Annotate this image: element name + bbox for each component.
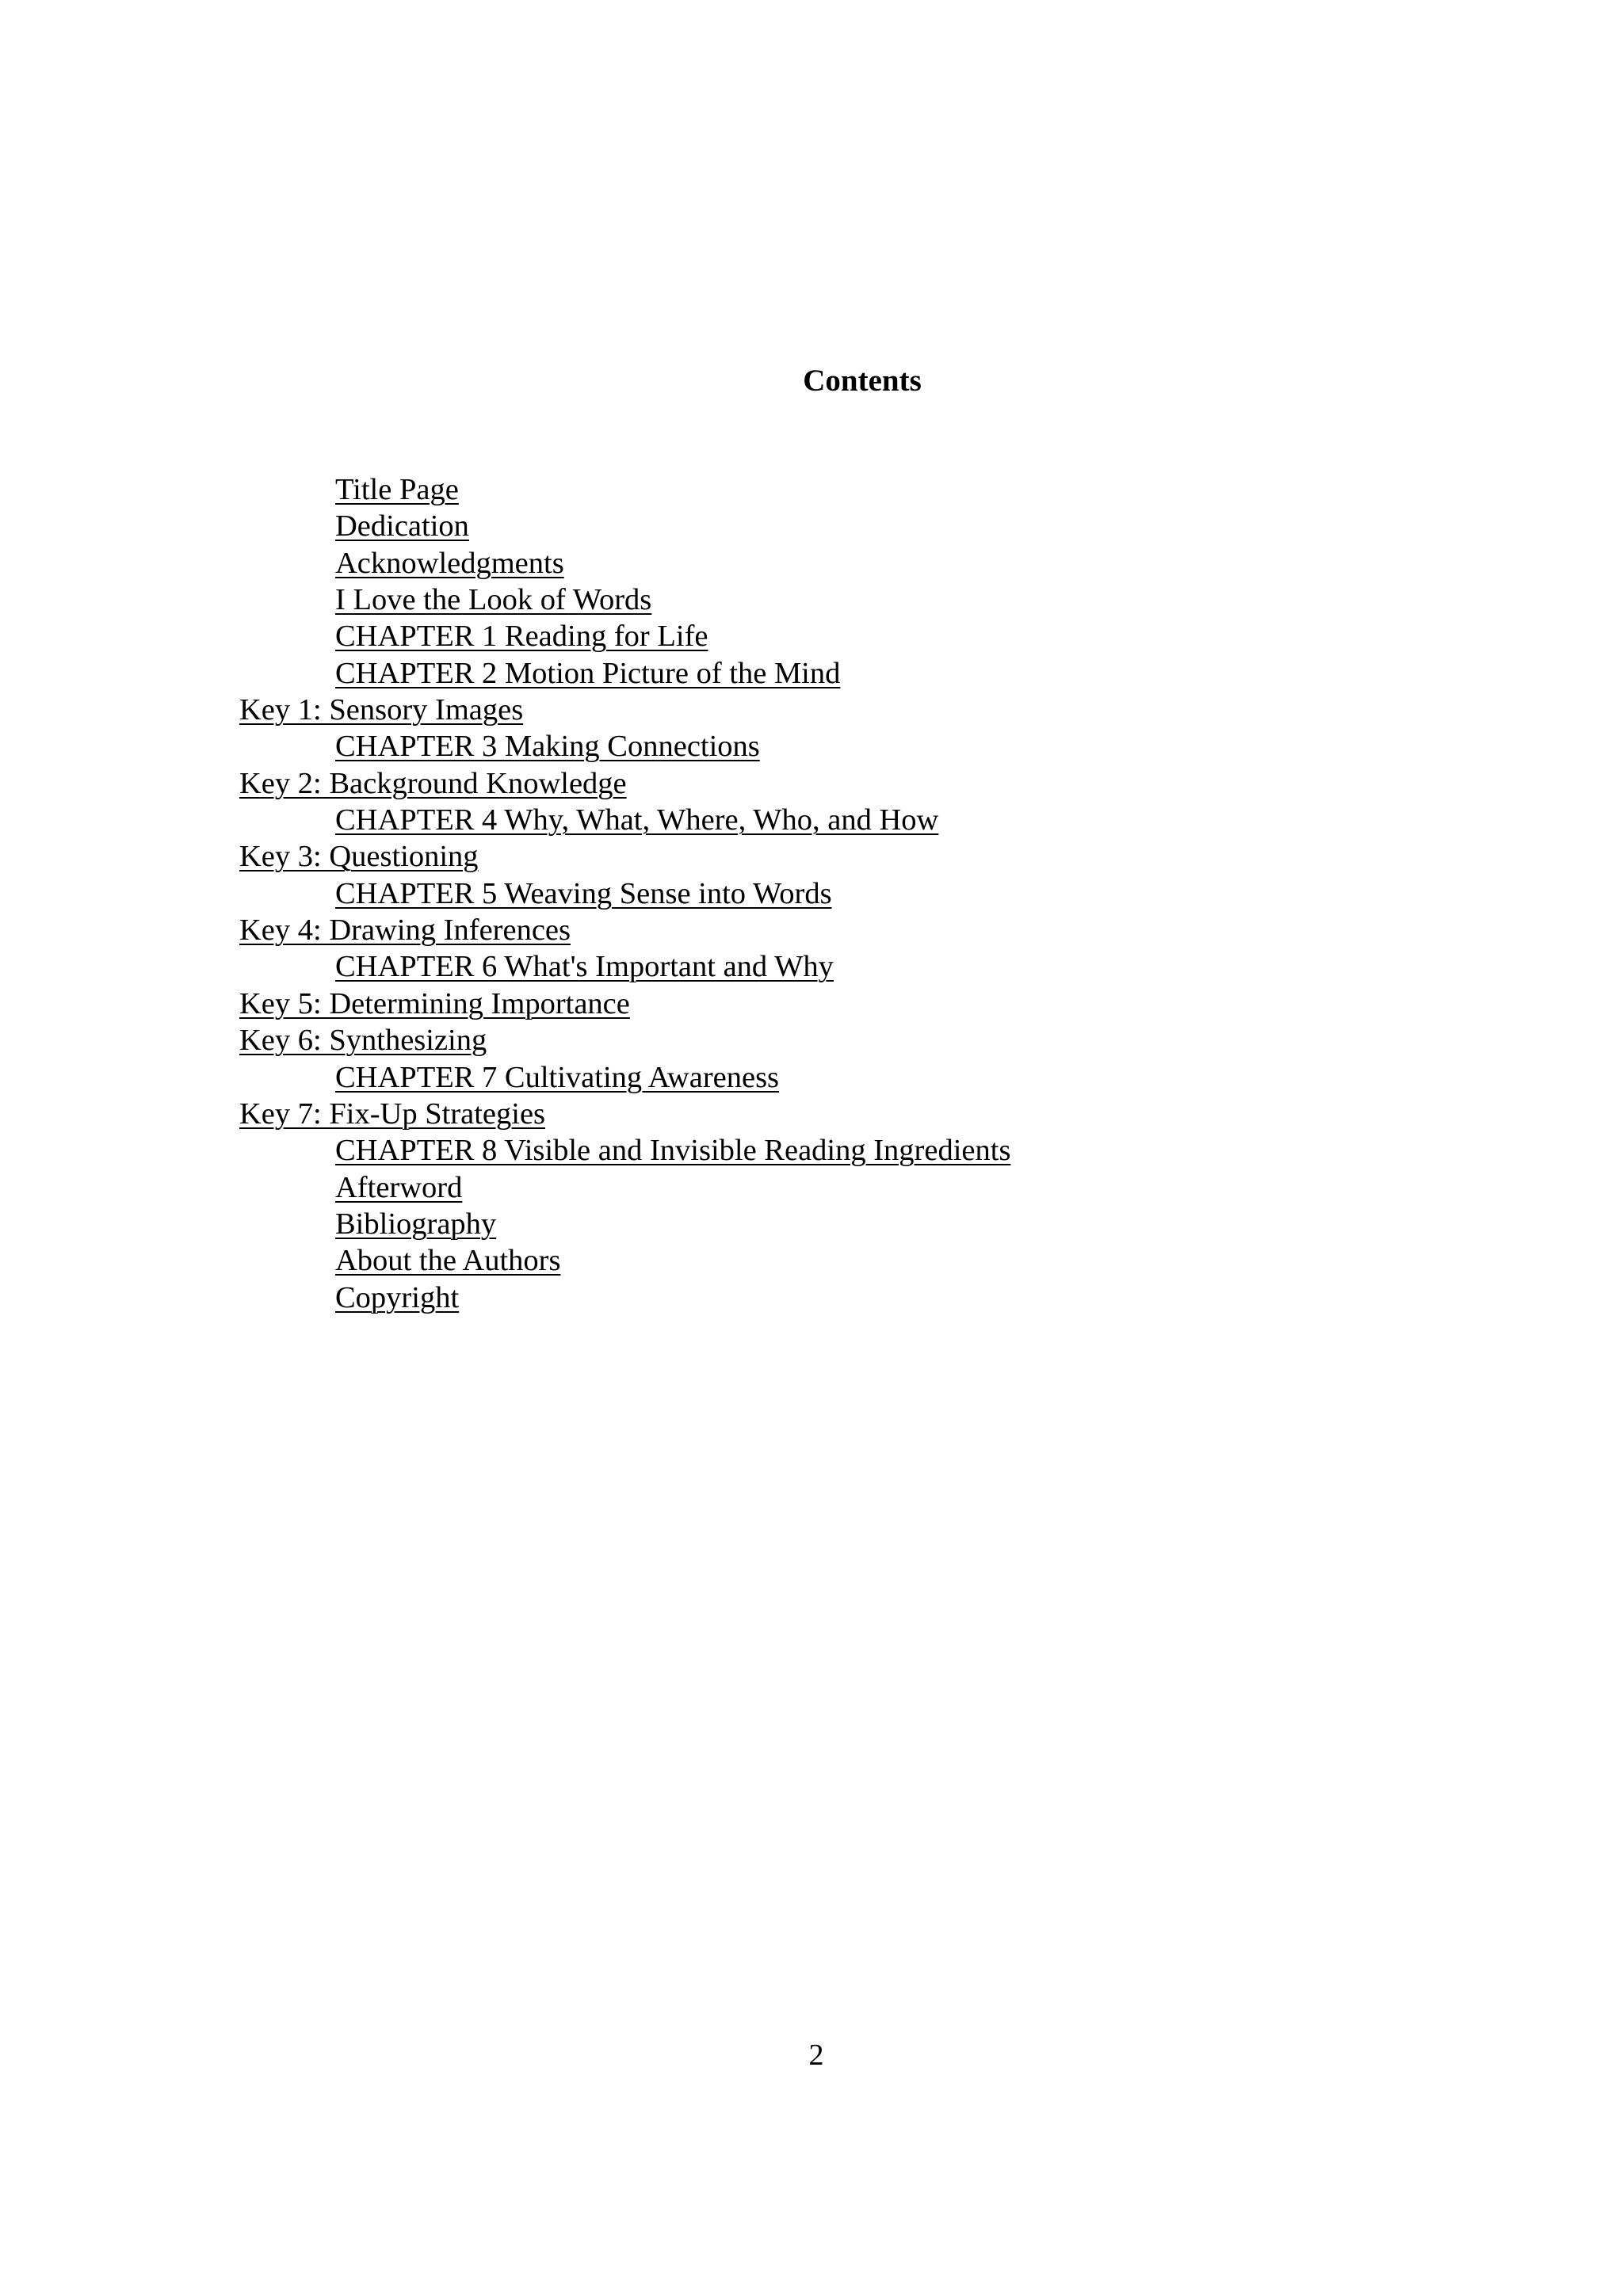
toc-entry (239, 655, 1587, 692)
toc-entry (239, 692, 1587, 728)
toc-link[interactable]: CHAPTER 2 Motion Picture of the Mind (335, 656, 841, 690)
toc-link[interactable]: CHAPTER 7 Cultivating Awareness (335, 1060, 780, 1094)
toc-entry (239, 728, 1587, 765)
toc-entry (239, 1280, 1587, 1316)
toc-link[interactable]: Dedication (335, 509, 469, 543)
toc-link[interactable]: About the Authors (335, 1244, 561, 1278)
toc-entry (239, 508, 1587, 544)
toc-entry (239, 1242, 1587, 1279)
toc-link[interactable]: CHAPTER 5 Weaving Sense into Words (335, 876, 832, 910)
page-number: 2 (808, 2039, 824, 2072)
toc-link[interactable]: Acknowledgments (335, 546, 564, 580)
toc-entry (239, 986, 1587, 1022)
toc-link[interactable]: Key 5: Determining Importance (239, 986, 630, 1020)
toc-entry (239, 1132, 1587, 1169)
page-title: Contents (803, 364, 922, 398)
toc-entry (239, 582, 1587, 618)
toc-link[interactable]: CHAPTER 8 Visible and Invisible Reading Ingredients (335, 1134, 1011, 1168)
toc-link[interactable]: Bibliography (335, 1207, 497, 1241)
toc-entry (239, 1206, 1587, 1242)
toc-link[interactable]: CHAPTER 6 What's Important and Why (335, 950, 834, 984)
toc-link[interactable]: Key 3: Questioning (239, 840, 479, 874)
toc-entry (239, 838, 1587, 875)
toc-link[interactable]: Key 6: Synthesizing (239, 1024, 487, 1058)
toc-entry (239, 1059, 1587, 1096)
toc-entry (239, 1022, 1587, 1058)
toc-entry (239, 471, 1587, 508)
toc-entry (239, 618, 1587, 654)
toc-entry (239, 802, 1587, 838)
toc-link[interactable]: Key 4: Drawing Inferences (239, 913, 571, 948)
toc-link[interactable]: CHAPTER 4 Why, What, Where, Who, and How (335, 803, 939, 837)
toc-link[interactable]: CHAPTER 1 Reading for Life (335, 620, 708, 654)
toc-entry (239, 545, 1587, 582)
toc-entry (239, 912, 1587, 948)
toc-link[interactable]: Key 1: Sensory Images (239, 693, 524, 727)
toc-entry (239, 1169, 1587, 1206)
toc-link[interactable]: Afterword (335, 1170, 463, 1204)
toc-entry (239, 1096, 1587, 1132)
table-of-contents (239, 471, 1587, 1316)
toc-entry (239, 765, 1587, 802)
toc-link[interactable]: Copyright (335, 1280, 460, 1314)
toc-link[interactable]: CHAPTER 3 Making Connections (335, 730, 760, 764)
toc-link[interactable]: Title Page (335, 473, 459, 506)
toc-link[interactable]: Key 2: Background Knowledge (239, 766, 627, 800)
toc-link[interactable]: I Love the Look of Words (335, 583, 652, 617)
toc-entry (239, 948, 1587, 985)
toc-link[interactable]: Key 7: Fix-Up Strategies (239, 1097, 546, 1131)
toc-entry (239, 875, 1587, 912)
